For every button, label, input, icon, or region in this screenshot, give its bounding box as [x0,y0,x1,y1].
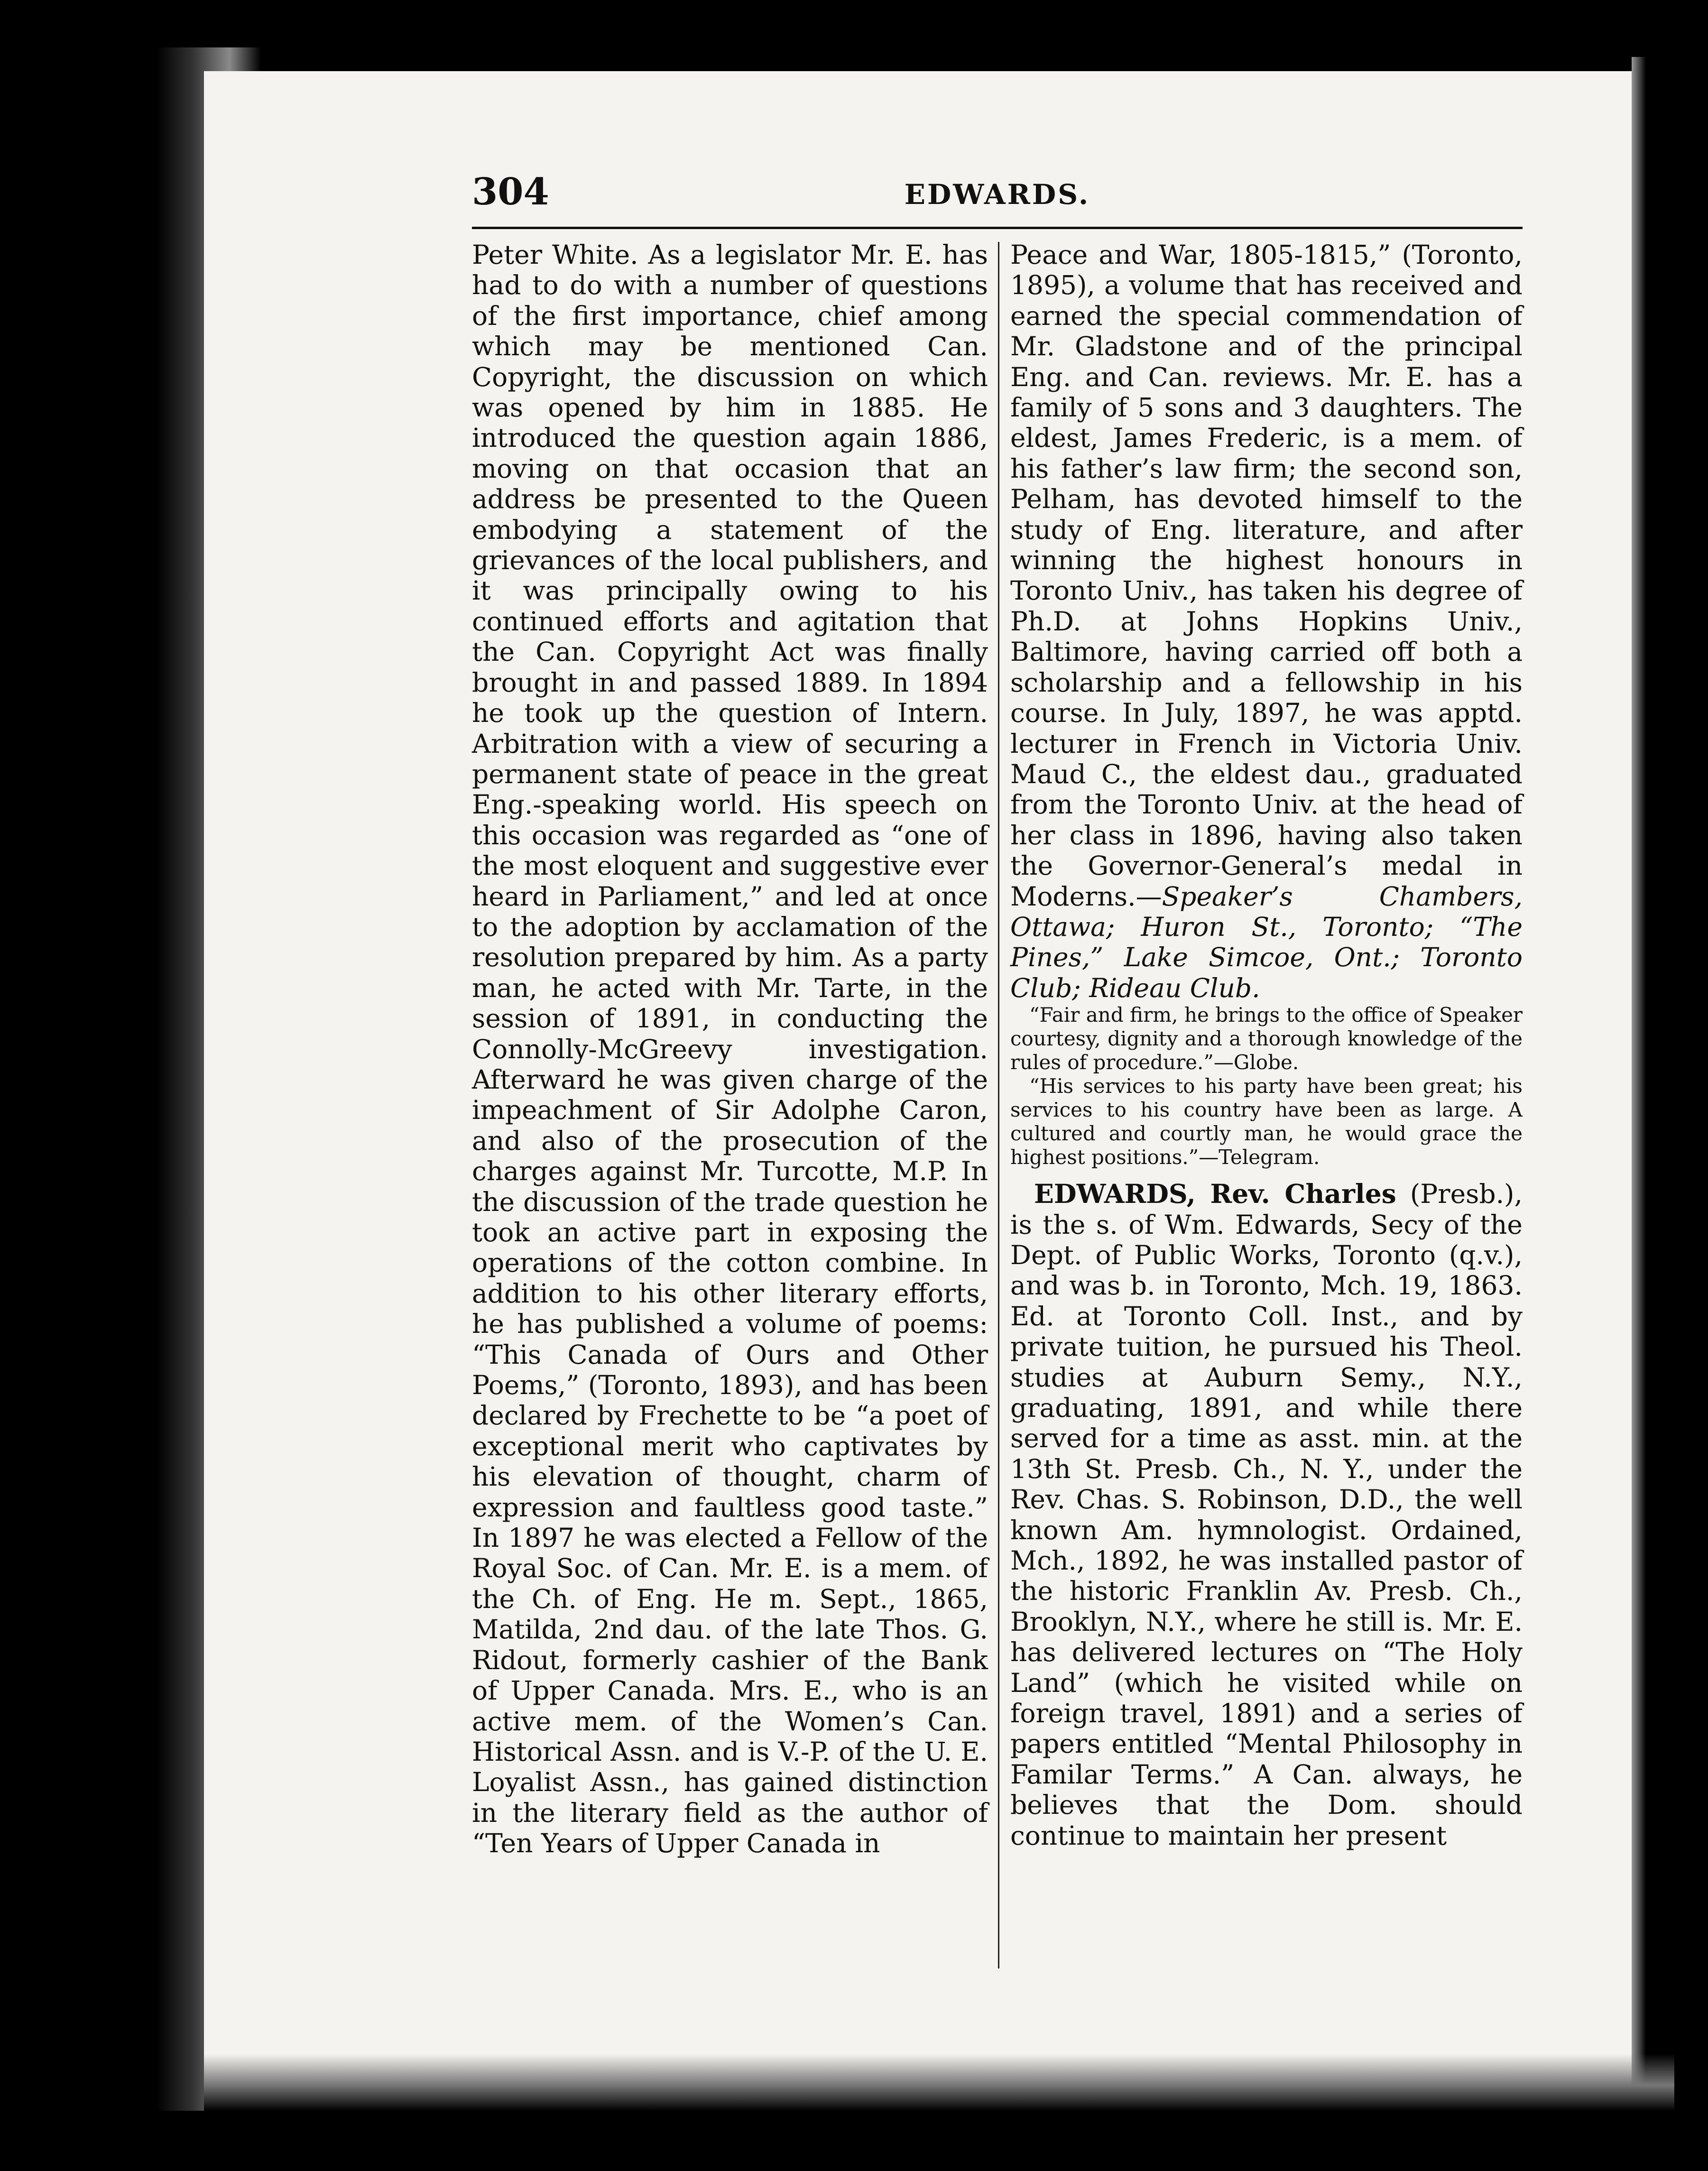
right-column-paragraph [1010,240,1523,1003]
right-column-text: Peace and War, 1805-1815,” (Toronto, 1895), a volume that has received and earned the special commendation of Mr. Gladstone and of the principal Eng. and Can. reviews. Mr. E. has a family of 5 sons and 3 daughters. The eldest, James Frederic, is a mem. of his father’s law firm; the second son, Pelham, has devoted himself to the study of Eng. literature, and after winning the highest honours in Toronto Univ., has taken his degree of Ph.D. at Johns Hopkins Univ., Baltimore, having carried off both a scholarship and a fellowship in his course. In July, 1897, he was apptd. lecturer in French in Victoria Univ. Maud C., the eldest dau., graduated from the Toronto Univ. at the head of her class in 1896, having also taken the Governor-General’s medal in Moderns.— [1010,240,1523,912]
addresses: Speaker’s Chambers, Ottawa; Huron St., Toronto; “The Pines,” Lake Simcoe, Ont.; Toronto Club; Rideau Club. [1010,881,1523,1003]
right-column [1010,240,1523,1851]
running-head: EDWARDS. [904,178,1090,211]
scan-bottom-shadow [204,2054,1674,2111]
entry-text: (Presb.), is the s. of Wm. Edwards, Secy of the Dept. of Public Works, Toronto (q.v.), and was b. in Toronto, Mch. 19, 1863. Ed. at Toronto Coll. Inst., and by private tuition, he pursued his Theol. studies at Auburn Semy., N.Y., graduating, 1891, and while there served for a time as asst. min. at the 13th St. Presb. Ch., N. Y., under the Rev. Chas. S. Robinson, D.D., the well known Am. hymnologist. Ordained, Mch., 1892, he was installed pastor of the historic Franklin Av. Presb. Ch., Brooklyn, N.Y., where he still is. Mr. E. has delivered lectures on “The Holy Land” (which he visited while on foreign travel, 1891) and a series of papers entitled “Mental Philosophy in Familar Terms.” A Can. always, he believes that the Dom. should continue to maintain her present [1010,1179,1523,1851]
scan-right-edge [1632,57,1646,2111]
biography-entry [1010,1179,1523,1851]
page-header [472,168,1523,221]
quote-globe: “Fair and firm, he brings to the office of Speaker courtesy, dignity and a thorough knowledge of the rules of procedure.”—Globe. [1010,1003,1523,1074]
left-column [472,240,988,1859]
left-column-text: Peter White. As a legislator Mr. E. has had to do with a number of questions of the first importance, chief among which may be mentioned Can. Copyright, the discussion on which was opened by him in 1885. He introduced the question again 1886, moving on that occasion that an address be presented to the Queen embodying a statement of the grievances of the local publishers, and it was principally owing to his continued efforts and agitation that the Can. Copyright Act was finally brought in and passed 1889. In 1894 he took up the question of Intern. Arbitration with a view of securing a permanent state of peace in the great Eng.-speaking world. His speech on this occasion was regarded as “one of the most eloquent and suggestive ever heard in Parliament,” and led at once to the adoption by acclamation of the resolution prepared by him. As a party man, he acted with Mr. Tarte, in the session of 1891, in conducting the Connolly-McGreevy investigation. Afterward he was given charge of the impeachment of Sir Adolphe Caron, and also of the prosecution of the charges against Mr. Turcotte, M.P. In the discussion of the trade question he took an active part in exposing the operations of the cotton combine. In addition to his other literary efforts, he has published a volume of poems: “This Canada of Ours and Other Poems,” (Toronto, 1893), and has been declared by Frechette to be “a poet of exceptional merit who captivates by his elevation of thought, charm of expression and faultless good taste.” In 1897 he was elected a Fellow of the Royal Soc. of Can. Mr. E. is a mem. of the Ch. of Eng. He m. Sept., 1865, Matilda, 2nd dau. of the late Thos. G. Ridout, formerly cashier of the Bank of Upper Canada. Mrs. E., who is an active mem. of the Women’s Can. Historical Assn. and is V.-P. of the U. E. Loyalist Assn., has gained distinction in the literary field as the author of “Ten Years of Upper Canada in [472,240,988,1859]
quote-telegram: “His services to his party have been great; his services to his country have been as large. A cultured and courtly man, he would grace the highest positions.”—Telegram. [1010,1074,1523,1169]
page-number: 304 [472,170,549,213]
header-rule [472,227,1523,229]
column-divider [998,242,999,1968]
entry-name: EDWARDS, Rev. Charles [1034,1178,1396,1210]
